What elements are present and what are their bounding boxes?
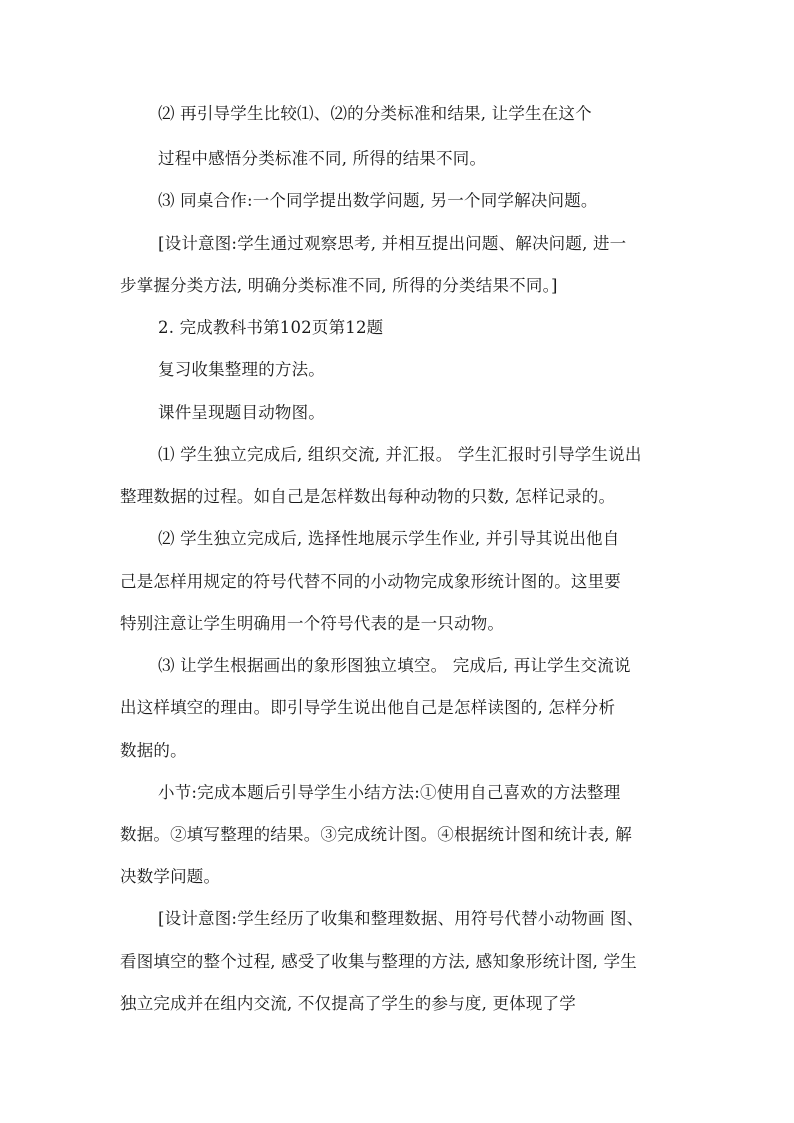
text-line: 复习收集整理的方法。 [158, 360, 325, 379]
text-line: 步掌握分类方法, 明确分类标准不同, 所得的分类结果不同。] [120, 276, 558, 295]
text-line: 数据的。 [120, 741, 187, 760]
text-line: ⑴ 学生独立完成后, 组织交流, 并汇报。 学生汇报时引导学生说出 [158, 445, 642, 464]
text-line: 过程中感悟分类标准不同, 所得的结果不同。 [158, 149, 487, 168]
text-line: 出这样填空的理由。即引导学生说出他自己是怎样读图的, 怎样分析 [120, 698, 616, 717]
text-line: 课件呈现题目动物图。 [158, 403, 325, 422]
text-line: 看图填空的整个过程, 感受了收集与整理的方法, 感知象形统计图, 学生 [120, 952, 637, 971]
text-line: 决数学问题。 [120, 867, 221, 886]
text-line: 2. 完成教科书第102页第12题 [158, 318, 384, 337]
text-line: 特别注意让学生明确用一个符号代表的是一只动物。 [120, 614, 505, 633]
text-line: ⑶ 让学生根据画出的象形图独立填空。 完成后, 再让学生交流说 [158, 656, 631, 675]
text-line: 己是怎样用规定的符号代替不同的小动物完成象形统计图的。这里要 [120, 572, 621, 591]
text-line: 小节:完成本题后引导学生小结方法:①使用自己喜欢的方法整理 [158, 783, 621, 802]
text-line: [设计意图:学生通过观察思考, 并相互提出问题、解决问题, 进一 [158, 234, 627, 253]
text-line: ⑵ 学生独立完成后, 选择性地展示学生作业, 并引导其说出他自 [158, 529, 620, 548]
text-line: 独立完成并在组内交流, 不仅提高了学生的参与度, 更体现了学 [120, 994, 576, 1013]
text-line: 数据。②填写整理的结果。③完成统计图。④根据统计图和统计表, 解 [120, 825, 632, 844]
text-line: 整理数据的过程。如自己是怎样数出每种动物的只数, 怎样记录的。 [120, 487, 616, 506]
text-line: ⑵ 再引导学生比较⑴、⑵的分类标准和结果, 让学生在这个 [158, 104, 592, 123]
text-line: ⑶ 同桌合作:一个同学提出数学问题, 另一个同学解决问题。 [158, 191, 598, 210]
text-line: [设计意图:学生经历了收集和整理数据、用符号代替小动物画 图、 [158, 909, 644, 928]
